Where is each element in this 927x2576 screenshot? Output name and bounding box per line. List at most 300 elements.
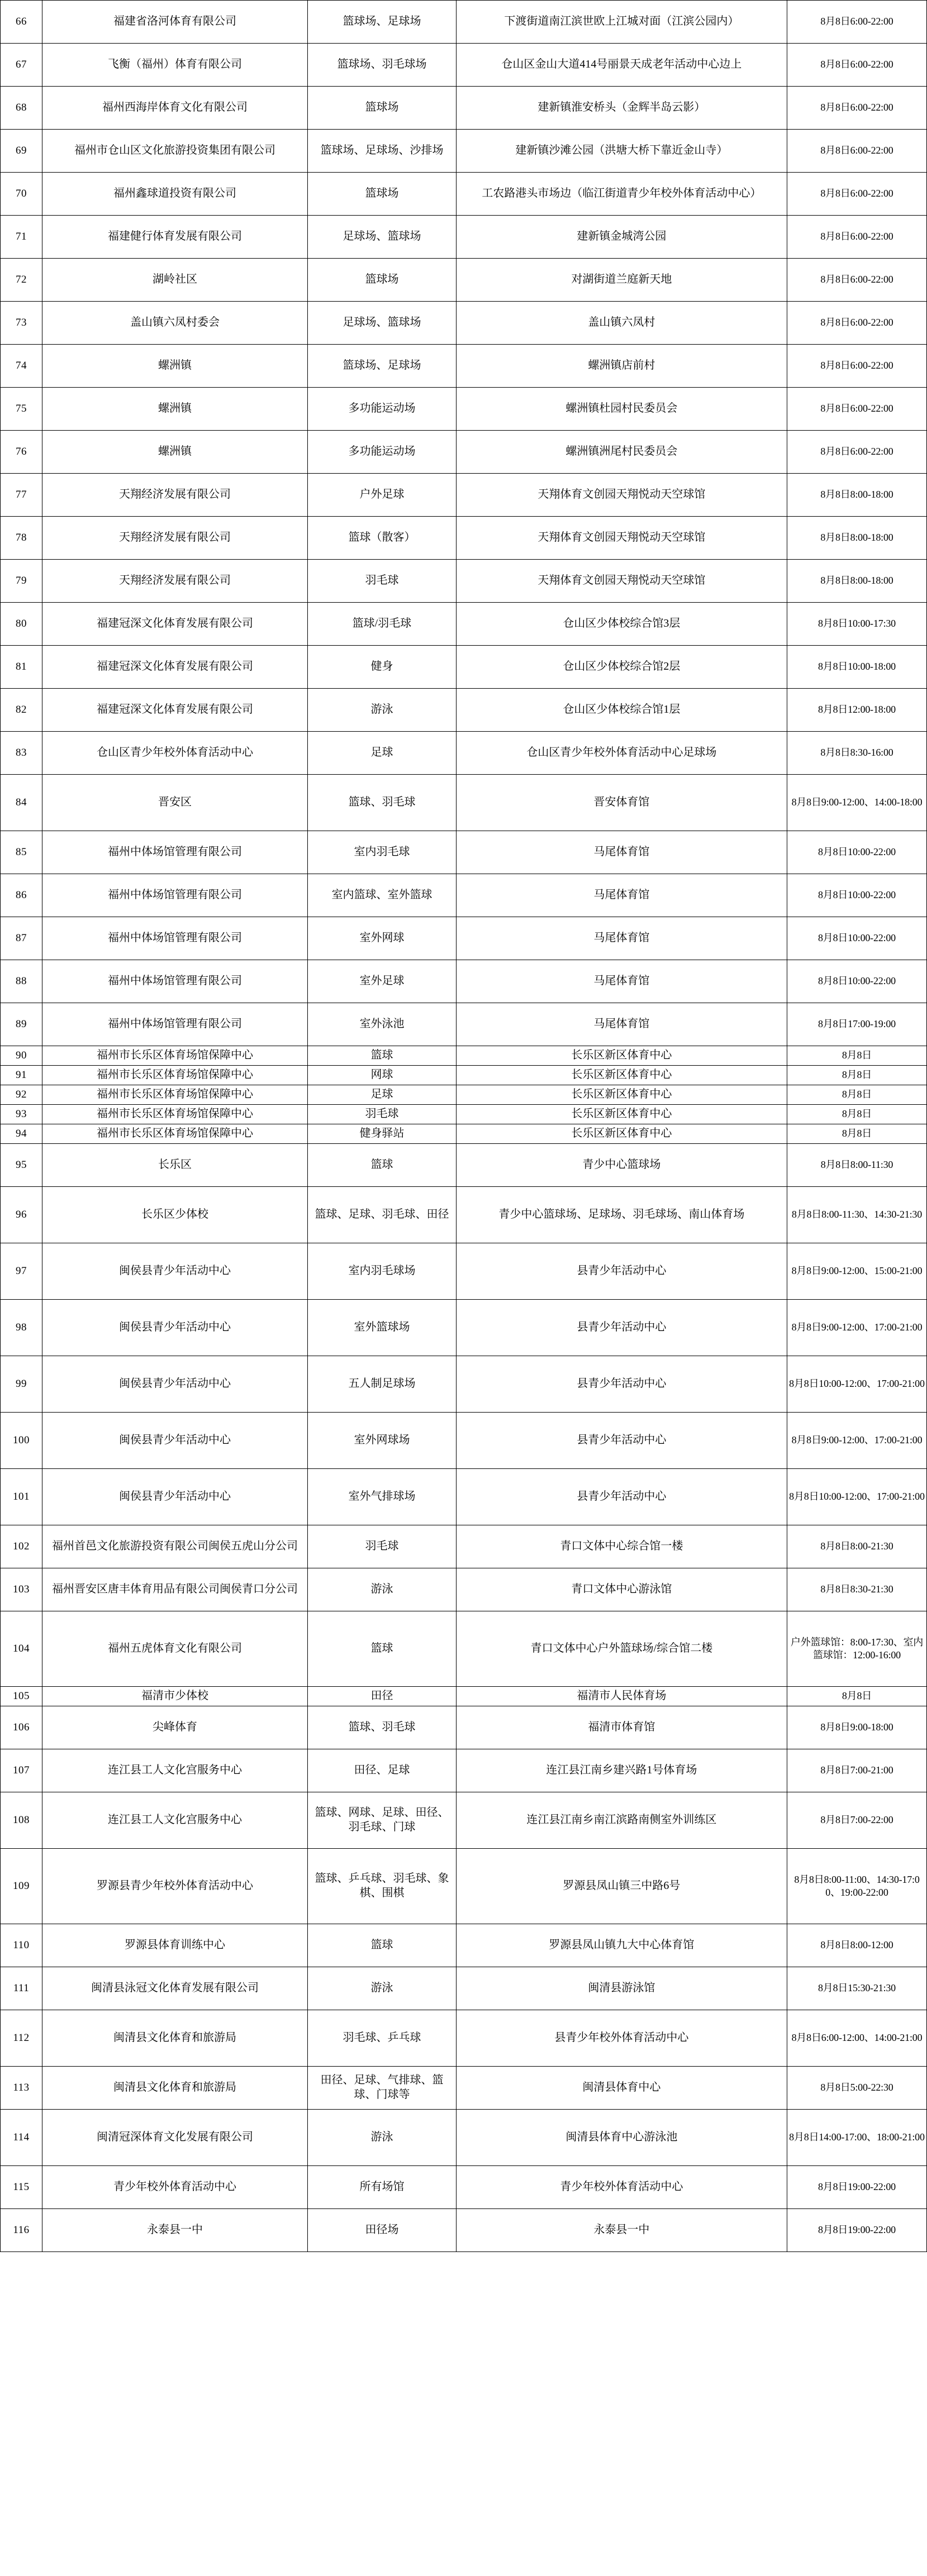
address-cell: 长乐区新区体育中心 — [456, 1124, 787, 1144]
row-index-cell: 68 — [1, 87, 42, 130]
opening-time-cell: 8月8日10:00-18:00 — [787, 646, 926, 689]
address-cell: 工农路港头市场边（临江街道青少年校外体育活动中心） — [456, 173, 787, 216]
organization-cell: 永泰县一中 — [42, 2209, 308, 2252]
table-row — [1, 874, 927, 917]
table-row — [1, 1243, 927, 1300]
address-cell: 青少年校外体育活动中心 — [456, 2166, 787, 2209]
opening-time-cell: 8月8日6:00-12:00、14:00-21:00 — [787, 2010, 926, 2067]
venue-type-cell: 篮球/羽毛球 — [308, 603, 457, 646]
opening-time-cell: 8月8日10:00-22:00 — [787, 874, 926, 917]
venue-type-cell: 羽毛球 — [308, 560, 457, 603]
row-index-cell: 78 — [1, 517, 42, 560]
opening-time-cell: 8月8日 — [787, 1687, 926, 1706]
row-index-cell: 96 — [1, 1187, 42, 1243]
venue-type-cell: 篮球场、足球场 — [308, 345, 457, 388]
opening-time-cell: 8月8日15:30-21:30 — [787, 1967, 926, 2010]
venue-type-cell: 网球 — [308, 1066, 457, 1085]
opening-time-cell: 8月8日6:00-22:00 — [787, 302, 926, 345]
address-cell: 福清市体育馆 — [456, 1706, 787, 1749]
organization-cell: 福州鑫球道投资有限公司 — [42, 173, 308, 216]
opening-time-cell: 8月8日6:00-22:00 — [787, 44, 926, 87]
organization-cell: 福州中体场馆管理有限公司 — [42, 960, 308, 1003]
row-index-cell: 85 — [1, 831, 42, 874]
opening-time-cell: 8月8日9:00-18:00 — [787, 1706, 926, 1749]
table-row — [1, 1967, 927, 2010]
venue-type-cell: 篮球场 — [308, 87, 457, 130]
table-row — [1, 1, 927, 44]
row-index-cell: 93 — [1, 1105, 42, 1124]
table-row — [1, 960, 927, 1003]
organization-cell: 闽清冠深体育文化发展有限公司 — [42, 2110, 308, 2166]
address-cell: 青口文体中心户外篮球场/综合馆二楼 — [456, 1611, 787, 1687]
address-cell: 县青少年活动中心 — [456, 1356, 787, 1413]
address-cell: 连江县江南乡南江滨路南侧室外训练区 — [456, 1792, 787, 1849]
row-index-cell: 90 — [1, 1046, 42, 1066]
organization-cell: 福州市长乐区体育场馆保障中心 — [42, 1124, 308, 1144]
row-index-cell: 74 — [1, 345, 42, 388]
venue-type-cell: 室外网球 — [308, 917, 457, 960]
venue-type-cell: 游泳 — [308, 689, 457, 732]
table-row — [1, 216, 927, 259]
venue-type-cell: 篮球、乒乓球、羽毛球、象棋、围棋 — [308, 1849, 457, 1924]
organization-cell: 闽清县文化体育和旅游局 — [42, 2067, 308, 2110]
address-cell: 闽清县游泳馆 — [456, 1967, 787, 2010]
table-row — [1, 1611, 927, 1687]
row-index-cell: 66 — [1, 1, 42, 44]
opening-time-cell: 户外篮球馆：8:00-17:30、室内篮球馆：12:00-16:00 — [787, 1611, 926, 1687]
row-index-cell: 89 — [1, 1003, 42, 1046]
venue-type-cell: 篮球、足球、羽毛球、田径 — [308, 1187, 457, 1243]
address-cell: 罗源县凤山镇九大中心体育馆 — [456, 1924, 787, 1967]
table-row — [1, 1525, 927, 1568]
organization-cell: 福州中体场馆管理有限公司 — [42, 917, 308, 960]
table-row — [1, 1469, 927, 1525]
row-index-cell: 108 — [1, 1792, 42, 1849]
opening-time-cell: 8月8日 — [787, 1046, 926, 1066]
venue-type-cell: 田径 — [308, 1687, 457, 1706]
address-cell: 马尾体育馆 — [456, 960, 787, 1003]
address-cell: 闽清县体育中心 — [456, 2067, 787, 2110]
table-row — [1, 474, 927, 517]
organization-cell: 罗源县青少年校外体育活动中心 — [42, 1849, 308, 1924]
opening-time-cell: 8月8日 — [787, 1105, 926, 1124]
organization-cell: 螺洲镇 — [42, 345, 308, 388]
address-cell: 螺洲镇杜园村民委员会 — [456, 388, 787, 431]
venue-type-cell: 室内篮球、室外篮球 — [308, 874, 457, 917]
venue-type-cell: 室外气排球场 — [308, 1469, 457, 1525]
organization-cell: 天翔经济发展有限公司 — [42, 474, 308, 517]
row-index-cell: 111 — [1, 1967, 42, 2010]
organization-cell: 长乐区少体校 — [42, 1187, 308, 1243]
table-body — [1, 1, 927, 2252]
organization-cell: 晋安区 — [42, 775, 308, 831]
row-index-cell: 84 — [1, 775, 42, 831]
row-index-cell: 79 — [1, 560, 42, 603]
row-index-cell: 70 — [1, 173, 42, 216]
organization-cell: 闽侯县青少年活动中心 — [42, 1356, 308, 1413]
opening-time-cell: 8月8日8:00-12:00 — [787, 1924, 926, 1967]
venue-type-cell: 多功能运动场 — [308, 388, 457, 431]
opening-time-cell: 8月8日14:00-17:00、18:00-21:00 — [787, 2110, 926, 2166]
address-cell: 建新镇金城湾公园 — [456, 216, 787, 259]
venue-type-cell: 室外网球场 — [308, 1413, 457, 1469]
address-cell: 县青少年活动中心 — [456, 1413, 787, 1469]
venue-type-cell: 足球场、篮球场 — [308, 216, 457, 259]
row-index-cell: 97 — [1, 1243, 42, 1300]
row-index-cell: 104 — [1, 1611, 42, 1687]
organization-cell: 福建冠深文化体育发展有限公司 — [42, 689, 308, 732]
opening-time-cell: 8月8日10:00-22:00 — [787, 960, 926, 1003]
venue-type-cell: 羽毛球、乒乓球 — [308, 2010, 457, 2067]
address-cell: 县青少年活动中心 — [456, 1243, 787, 1300]
organization-cell: 福州五虎体育文化有限公司 — [42, 1611, 308, 1687]
address-cell: 天翔体育文创园天翔悦动天空球馆 — [456, 517, 787, 560]
address-cell: 青少中心篮球场 — [456, 1144, 787, 1187]
opening-time-cell: 8月8日8:00-21:30 — [787, 1525, 926, 1568]
row-index-cell: 82 — [1, 689, 42, 732]
organization-cell: 闽侯县青少年活动中心 — [42, 1469, 308, 1525]
table-row — [1, 1792, 927, 1849]
row-index-cell: 106 — [1, 1706, 42, 1749]
venue-type-cell: 健身 — [308, 646, 457, 689]
venue-type-cell: 室内羽毛球 — [308, 831, 457, 874]
venue-type-cell: 篮球场、羽毛球场 — [308, 44, 457, 87]
address-cell: 青口文体中心游泳馆 — [456, 1568, 787, 1611]
opening-time-cell: 8月8日19:00-22:00 — [787, 2209, 926, 2252]
address-cell: 晋安体育馆 — [456, 775, 787, 831]
opening-time-cell: 8月8日7:00-22:00 — [787, 1792, 926, 1849]
address-cell: 建新镇淮安桥头（金辉半岛云影） — [456, 87, 787, 130]
row-index-cell: 81 — [1, 646, 42, 689]
opening-time-cell: 8月8日7:00-21:00 — [787, 1749, 926, 1792]
opening-time-cell: 8月8日12:00-18:00 — [787, 689, 926, 732]
table-row — [1, 345, 927, 388]
venue-type-cell: 所有场馆 — [308, 2166, 457, 2209]
organization-cell: 仓山区青少年校外体育活动中心 — [42, 732, 308, 775]
table-row — [1, 1924, 927, 1967]
row-index-cell: 103 — [1, 1568, 42, 1611]
row-index-cell: 115 — [1, 2166, 42, 2209]
row-index-cell: 71 — [1, 216, 42, 259]
row-index-cell: 76 — [1, 431, 42, 474]
venue-type-cell: 羽毛球 — [308, 1525, 457, 1568]
row-index-cell: 107 — [1, 1749, 42, 1792]
address-cell: 天翔体育文创园天翔悦动天空球馆 — [456, 474, 787, 517]
table-row — [1, 1187, 927, 1243]
organization-cell: 福州中体场馆管理有限公司 — [42, 874, 308, 917]
row-index-cell: 99 — [1, 1356, 42, 1413]
organization-cell: 福州西海岸体育文化有限公司 — [42, 87, 308, 130]
table-row — [1, 646, 927, 689]
organization-cell: 罗源县体育训练中心 — [42, 1924, 308, 1967]
row-index-cell: 109 — [1, 1849, 42, 1924]
venue-type-cell: 足球场、篮球场 — [308, 302, 457, 345]
venue-type-cell: 篮球 — [308, 1611, 457, 1687]
table-row — [1, 1706, 927, 1749]
organization-cell: 福州首邑文化旅游投资有限公司闽侯五虎山分公司 — [42, 1525, 308, 1568]
organization-cell: 福州市长乐区体育场馆保障中心 — [42, 1066, 308, 1085]
row-index-cell: 105 — [1, 1687, 42, 1706]
organization-cell: 福清市少体校 — [42, 1687, 308, 1706]
address-cell: 马尾体育馆 — [456, 831, 787, 874]
address-cell: 县青少年校外体育活动中心 — [456, 2010, 787, 2067]
opening-time-cell: 8月8日10:00-22:00 — [787, 917, 926, 960]
venue-type-cell: 田径场 — [308, 2209, 457, 2252]
venue-type-cell: 室内羽毛球场 — [308, 1243, 457, 1300]
row-index-cell: 69 — [1, 130, 42, 173]
address-cell: 天翔体育文创园天翔悦动天空球馆 — [456, 560, 787, 603]
organization-cell: 福州晋安区唐丰体育用品有限公司闽侯青口分公司 — [42, 1568, 308, 1611]
venue-type-cell: 篮球（散客） — [308, 517, 457, 560]
organization-cell: 福州中体场馆管理有限公司 — [42, 1003, 308, 1046]
opening-time-cell: 8月8日8:30-21:30 — [787, 1568, 926, 1611]
venue-type-cell: 篮球场 — [308, 259, 457, 302]
table-row — [1, 302, 927, 345]
table-row — [1, 517, 927, 560]
table-row — [1, 130, 927, 173]
address-cell: 螺洲镇店前村 — [456, 345, 787, 388]
opening-time-cell: 8月8日6:00-22:00 — [787, 173, 926, 216]
organization-cell: 闽侯县青少年活动中心 — [42, 1413, 308, 1469]
venue-type-cell: 篮球 — [308, 1144, 457, 1187]
table-row — [1, 2110, 927, 2166]
opening-time-cell: 8月8日9:00-12:00、17:00-21:00 — [787, 1300, 926, 1356]
table-row — [1, 917, 927, 960]
venue-type-cell: 篮球、网球、足球、田径、羽毛球、门球 — [308, 1792, 457, 1849]
table-row — [1, 1085, 927, 1105]
row-index-cell: 98 — [1, 1300, 42, 1356]
organization-cell: 福建健行体育发展有限公司 — [42, 216, 308, 259]
table-row — [1, 2010, 927, 2067]
opening-time-cell: 8月8日8:00-11:30 — [787, 1144, 926, 1187]
table-row — [1, 689, 927, 732]
opening-time-cell: 8月8日6:00-22:00 — [787, 431, 926, 474]
venue-type-cell: 多功能运动场 — [308, 431, 457, 474]
table-row — [1, 1046, 927, 1066]
organization-cell: 福建冠深文化体育发展有限公司 — [42, 646, 308, 689]
address-cell: 长乐区新区体育中心 — [456, 1105, 787, 1124]
address-cell: 仓山区青少年校外体育活动中心足球场 — [456, 732, 787, 775]
organization-cell: 飞衡（福州）体育有限公司 — [42, 44, 308, 87]
organization-cell: 螺洲镇 — [42, 431, 308, 474]
table-row — [1, 173, 927, 216]
organization-cell: 福州中体场馆管理有限公司 — [42, 831, 308, 874]
row-index-cell: 83 — [1, 732, 42, 775]
table-row — [1, 603, 927, 646]
row-index-cell: 91 — [1, 1066, 42, 1085]
organization-cell: 闽清县泳冠文化体育发展有限公司 — [42, 1967, 308, 2010]
opening-time-cell: 8月8日 — [787, 1124, 926, 1144]
address-cell: 县青少年活动中心 — [456, 1300, 787, 1356]
row-index-cell: 114 — [1, 2110, 42, 2166]
opening-time-cell: 8月8日8:30-16:00 — [787, 732, 926, 775]
venue-type-cell: 室外泳池 — [308, 1003, 457, 1046]
table-row — [1, 1144, 927, 1187]
table-row — [1, 388, 927, 431]
address-cell: 长乐区新区体育中心 — [456, 1085, 787, 1105]
venue-type-cell: 足球 — [308, 1085, 457, 1105]
venue-type-cell: 篮球 — [308, 1046, 457, 1066]
table-row — [1, 87, 927, 130]
table-row — [1, 1749, 927, 1792]
row-index-cell: 92 — [1, 1085, 42, 1105]
row-index-cell: 72 — [1, 259, 42, 302]
organization-cell: 闽侯县青少年活动中心 — [42, 1300, 308, 1356]
venue-type-cell: 篮球场、足球场 — [308, 1, 457, 44]
organization-cell: 闽侯县青少年活动中心 — [42, 1243, 308, 1300]
opening-time-cell: 8月8日6:00-22:00 — [787, 130, 926, 173]
venue-type-cell: 田径、足球、气排球、篮球、门球等 — [308, 2067, 457, 2110]
address-cell: 长乐区新区体育中心 — [456, 1066, 787, 1085]
address-cell: 马尾体育馆 — [456, 917, 787, 960]
opening-time-cell: 8月8日6:00-22:00 — [787, 259, 926, 302]
opening-time-cell: 8月8日8:00-18:00 — [787, 560, 926, 603]
organization-cell: 福州市长乐区体育场馆保障中心 — [42, 1046, 308, 1066]
address-cell: 永泰县一中 — [456, 2209, 787, 2252]
address-cell: 青口文体中心综合馆一楼 — [456, 1525, 787, 1568]
organization-cell: 福建冠深文化体育发展有限公司 — [42, 603, 308, 646]
address-cell: 马尾体育馆 — [456, 1003, 787, 1046]
venue-type-cell: 羽毛球 — [308, 1105, 457, 1124]
organization-cell: 连江县工人文化宫服务中心 — [42, 1749, 308, 1792]
table-row — [1, 1105, 927, 1124]
organization-cell: 福州市仓山区文化旅游投资集团有限公司 — [42, 130, 308, 173]
table-row — [1, 831, 927, 874]
opening-time-cell: 8月8日10:00-12:00、17:00-21:00 — [787, 1356, 926, 1413]
organization-cell: 青少年校外体育活动中心 — [42, 2166, 308, 2209]
opening-time-cell: 8月8日 — [787, 1085, 926, 1105]
opening-time-cell: 8月8日10:00-17:30 — [787, 603, 926, 646]
organization-cell: 长乐区 — [42, 1144, 308, 1187]
opening-time-cell: 8月8日8:00-11:30、14:30-21:30 — [787, 1187, 926, 1243]
row-index-cell: 67 — [1, 44, 42, 87]
table-row — [1, 1300, 927, 1356]
row-index-cell: 112 — [1, 2010, 42, 2067]
table-row — [1, 2209, 927, 2252]
address-cell: 罗源县凤山镇三中路6号 — [456, 1849, 787, 1924]
opening-time-cell: 8月8日8:00-18:00 — [787, 474, 926, 517]
table-row — [1, 1003, 927, 1046]
opening-time-cell: 8月8日9:00-12:00、15:00-21:00 — [787, 1243, 926, 1300]
table-row — [1, 775, 927, 831]
opening-time-cell: 8月8日9:00-12:00、14:00-18:00 — [787, 775, 926, 831]
venue-type-cell: 篮球场、足球场、沙排场 — [308, 130, 457, 173]
venue-type-cell: 游泳 — [308, 2110, 457, 2166]
row-index-cell: 80 — [1, 603, 42, 646]
table-row — [1, 431, 927, 474]
opening-time-cell: 8月8日8:00-18:00 — [787, 517, 926, 560]
row-index-cell: 75 — [1, 388, 42, 431]
table-row — [1, 1356, 927, 1413]
address-cell: 马尾体育馆 — [456, 874, 787, 917]
organization-cell: 湖岭社区 — [42, 259, 308, 302]
row-index-cell: 94 — [1, 1124, 42, 1144]
row-index-cell: 100 — [1, 1413, 42, 1469]
venue-type-cell: 篮球场 — [308, 173, 457, 216]
address-cell: 仓山区少体校综合馆2层 — [456, 646, 787, 689]
address-cell: 福清市人民体育场 — [456, 1687, 787, 1706]
row-index-cell: 77 — [1, 474, 42, 517]
organization-cell: 天翔经济发展有限公司 — [42, 517, 308, 560]
opening-time-cell: 8月8日6:00-22:00 — [787, 388, 926, 431]
opening-time-cell: 8月8日8:00-11:00、14:30-17:00、19:00-22:00 — [787, 1849, 926, 1924]
opening-time-cell: 8月8日5:00-22:30 — [787, 2067, 926, 2110]
row-index-cell: 101 — [1, 1469, 42, 1525]
organization-cell: 福建省洛河体育有限公司 — [42, 1, 308, 44]
address-cell: 螺洲镇洲尾村民委员会 — [456, 431, 787, 474]
organization-cell: 福州市长乐区体育场馆保障中心 — [42, 1105, 308, 1124]
organization-cell: 连江县工人文化宫服务中心 — [42, 1792, 308, 1849]
opening-time-cell: 8月8日6:00-22:00 — [787, 345, 926, 388]
address-cell: 县青少年活动中心 — [456, 1469, 787, 1525]
table-row — [1, 1849, 927, 1924]
opening-time-cell: 8月8日10:00-22:00 — [787, 831, 926, 874]
venue-type-cell: 篮球、羽毛球 — [308, 775, 457, 831]
opening-time-cell: 8月8日9:00-12:00、17:00-21:00 — [787, 1413, 926, 1469]
address-cell: 连江县江南乡建兴路1号体育场 — [456, 1749, 787, 1792]
organization-cell: 闽清县文化体育和旅游局 — [42, 2010, 308, 2067]
table-row — [1, 44, 927, 87]
table-row — [1, 1124, 927, 1144]
opening-time-cell: 8月8日19:00-22:00 — [787, 2166, 926, 2209]
address-cell: 仓山区金山大道414号丽景天成老年活动中心边上 — [456, 44, 787, 87]
table-row — [1, 1066, 927, 1085]
venue-type-cell: 室外足球 — [308, 960, 457, 1003]
row-index-cell: 113 — [1, 2067, 42, 2110]
opening-time-cell: 8月8日10:00-12:00、17:00-21:00 — [787, 1469, 926, 1525]
venue-type-cell: 室外篮球场 — [308, 1300, 457, 1356]
organization-cell: 螺洲镇 — [42, 388, 308, 431]
row-index-cell: 95 — [1, 1144, 42, 1187]
venue-type-cell: 健身驿站 — [308, 1124, 457, 1144]
table-row — [1, 732, 927, 775]
table-row — [1, 1568, 927, 1611]
address-cell: 对湖街道兰庭新天地 — [456, 259, 787, 302]
venue-type-cell: 户外足球 — [308, 474, 457, 517]
row-index-cell: 73 — [1, 302, 42, 345]
table-row — [1, 1687, 927, 1706]
table-row — [1, 259, 927, 302]
row-index-cell: 86 — [1, 874, 42, 917]
address-cell: 盖山镇六凤村 — [456, 302, 787, 345]
row-index-cell: 116 — [1, 2209, 42, 2252]
organization-cell: 盖山镇六凤村委会 — [42, 302, 308, 345]
table-row — [1, 2166, 927, 2209]
address-cell: 下渡街道南江滨世欧上江城对面（江滨公园内） — [456, 1, 787, 44]
address-cell: 闽清县体育中心游泳池 — [456, 2110, 787, 2166]
address-cell: 青少中心篮球场、足球场、羽毛球场、南山体育场 — [456, 1187, 787, 1243]
table-row — [1, 560, 927, 603]
opening-time-cell: 8月8日 — [787, 1066, 926, 1085]
venue-type-cell: 篮球、羽毛球 — [308, 1706, 457, 1749]
address-cell: 建新镇沙滩公园（洪塘大桥下靠近金山寺） — [456, 130, 787, 173]
venue-type-cell: 田径、足球 — [308, 1749, 457, 1792]
address-cell: 长乐区新区体育中心 — [456, 1046, 787, 1066]
row-index-cell: 88 — [1, 960, 42, 1003]
opening-time-cell: 8月8日6:00-22:00 — [787, 87, 926, 130]
address-cell: 仓山区少体校综合馆1层 — [456, 689, 787, 732]
organization-cell: 福州市长乐区体育场馆保障中心 — [42, 1085, 308, 1105]
venue-type-cell: 篮球 — [308, 1924, 457, 1967]
venue-type-cell: 足球 — [308, 732, 457, 775]
opening-time-cell: 8月8日6:00-22:00 — [787, 1, 926, 44]
table-row — [1, 1413, 927, 1469]
organization-cell: 尖峰体育 — [42, 1706, 308, 1749]
organization-cell: 天翔经济发展有限公司 — [42, 560, 308, 603]
table-row — [1, 2067, 927, 2110]
address-cell: 仓山区少体校综合馆3层 — [456, 603, 787, 646]
row-index-cell: 110 — [1, 1924, 42, 1967]
